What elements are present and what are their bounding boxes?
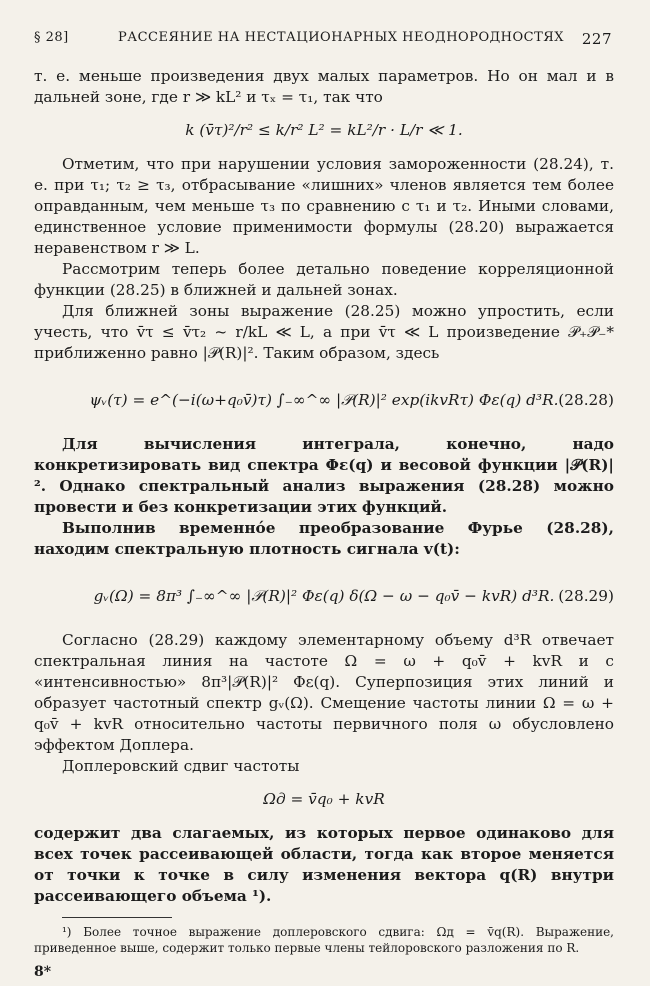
paragraph: т. е. меньше произведения двух малых параметров. Но он мал и в дальней зоне, где r ≫ kL² и τₓ = τ₁, так что — [34, 67, 614, 106]
paragraph: Доплеровский сдвиг частоты — [62, 757, 300, 775]
equation — [34, 564, 614, 626]
paragraph: Согласно (28.29) каждому элементарному объему d³R отвечает спектральная линия на частоте Ω = ω + q₀v̄ + kvR и с «интенсивностью» 8π³|𝒫(R)|² Φε(q). Суперпозиция этих линий и образует частотный спектр gᵥ(Ω). Смещение частоты линии Ω = ω + q₀v̄ + kvR относительно частоты первичного поля ω обусловлено эффектом Доплера. — [34, 631, 614, 754]
footnote-divider — [62, 917, 172, 918]
signature-mark: 8* — [34, 964, 52, 980]
paragraph: Выполнив временнóе преобразование Фурье (28.28), находим спектральную плотность сигнала v(t): — [34, 519, 614, 558]
page-number: 227 — [581, 30, 612, 48]
paragraph: Для вычисления интеграла, конечно, надо конкретизировать вид спектра Φε(q) и весовой функции |𝒫(R)|². Однако спектральный анализ выражения (28.28) можно провести и без конкретизации этих функций. — [34, 435, 614, 516]
paragraph: содержит два слагаемых, из которых первое одинаково для всех точек рассеивающей области, тогда как второе меняется от точки к точке в силу изменения вектора q(R) внутри рассеивающего объема ¹). — [34, 824, 614, 905]
equation-number: (28.28) — [558, 391, 614, 409]
paragraph: Отметим, что при нарушении условия замороженности (28.24), т. е. при τ₁; τ₂ ≥ τ₃, отбрасывание «лишних» членов является тем более оправданным, чем меньше τ₃ по сравнению с τ₁ и τ₂. Иными словами, единственное условие применимости формулы (28.20) выражается неравенством r ≫ L. — [34, 155, 614, 257]
equation-number: (28.29) — [558, 587, 614, 605]
equation — [34, 781, 614, 819]
page-body — [34, 66, 614, 956]
equation — [34, 112, 614, 150]
equation — [34, 368, 614, 430]
equation-text: k (v̄τ)²/r² ≤ k/r² L² = kL²/r · L/r ≪ 1. — [185, 121, 463, 139]
footnote: ¹) Более точное выражение доплеровского сдвига: Ωд = v̄q(R). Выражение, приведенное выше, содержит только первые члены тейлоровского разложения по R. — [34, 925, 614, 955]
chapter-title: РАССЕЯНИЕ НА НЕСТАЦИОНАРНЫХ НЕОДНОРОДНОСТЯХ — [118, 30, 565, 45]
paragraph: Рассмотрим теперь более детально поведение корреляционной функции (28.25) в ближней и дальней зонах. — [34, 260, 614, 299]
equation-text: ψᵥ(τ) = e^(−i(ω+q₀v̄)τ) ∫₋∞^∞ |𝒫(R)|² exp(ikvRτ) Φε(q) d³R. — [89, 391, 559, 409]
equation-text: Ωд = v̄q₀ + kvR — [263, 790, 385, 808]
equation-text: gᵥ(Ω) = 8π³ ∫₋∞^∞ |𝒫(R)|² Φε(q) δ(Ω − ω − q₀v̄ − kvR) d³R. — [93, 587, 555, 605]
paragraph: Для ближней зоны выражение (28.25) можно упростить, если учесть, что v̄τ ≤ v̄τ₂ ~ r/kL ≪ L, а при v̄τ ≪ L произведение 𝒫₊𝒫₋* приближенно равно |𝒫(R)|². Таким образом, здесь — [34, 302, 614, 362]
section-ref: § 28] — [34, 30, 69, 45]
